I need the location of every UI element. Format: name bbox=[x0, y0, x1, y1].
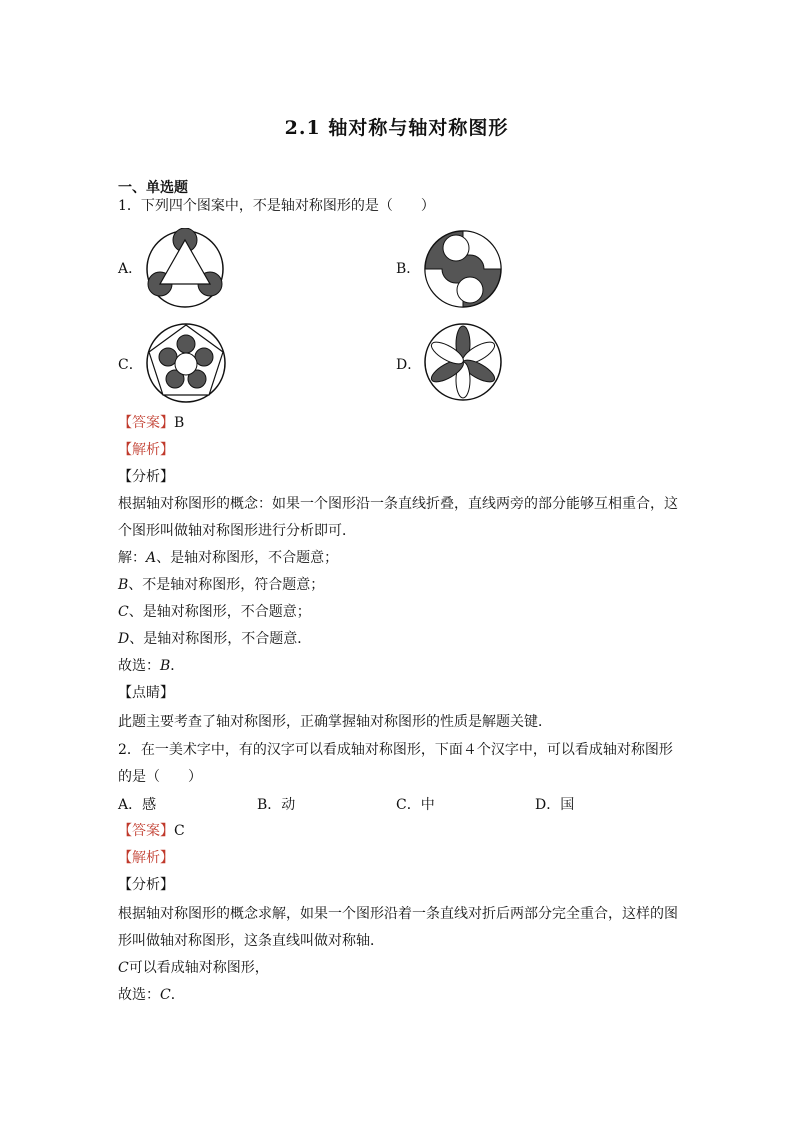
solution-text-c: 、是轴对称图形，不合题意； bbox=[128, 604, 311, 620]
figure-c-pentagon-star bbox=[144, 321, 228, 405]
solution-line-d bbox=[118, 629, 311, 649]
fenxi-2-text-line1: 根据轴对称图形的概念求解，如果一个图形沿着一条直线对折后两部分完全重合，这样的图 bbox=[118, 906, 678, 922]
page-title: 2.1 轴对称与轴对称图形 bbox=[284, 117, 509, 139]
dianjing-text: 此题主要考查了轴对称图形，正确掌握轴对称图形的性质是解题关键． bbox=[118, 714, 552, 730]
option-d-label: D． bbox=[396, 357, 422, 373]
option-b-label: B． bbox=[396, 261, 421, 277]
solution-prefix: 解： bbox=[118, 550, 146, 566]
choose-2-prefix: 故选： bbox=[118, 987, 160, 1003]
choose-2-end: ． bbox=[170, 987, 185, 1003]
solution-letter-d: D bbox=[118, 631, 130, 647]
fenxi-text-line1: 根据轴对称图形的概念：如果一个图形沿一条直线折叠，直线两旁的部分能够互相重合，这 bbox=[118, 496, 678, 512]
fenxi-text-line2: 个图形叫做轴对称图形进行分析即可． bbox=[118, 523, 356, 539]
solution-letter-a: A bbox=[146, 550, 157, 566]
answer-2 bbox=[118, 821, 185, 841]
answer-1 bbox=[118, 413, 184, 433]
figure-b-rotational-circle bbox=[422, 228, 504, 310]
answer-2-tag: 【答案】 bbox=[118, 823, 174, 839]
figure-d-flower bbox=[422, 321, 504, 403]
answer-tag: 【答案】 bbox=[118, 415, 174, 431]
choose-line-1 bbox=[118, 656, 184, 676]
option-c-label: C． bbox=[118, 357, 143, 373]
figure-a-triangle-circle bbox=[144, 228, 226, 310]
fenxi-tag: 【分析】 bbox=[118, 469, 174, 485]
fenxi-2-text-line2: 形叫做轴对称图形，这条直线叫做对称轴． bbox=[118, 933, 384, 949]
solution-letter-b: B bbox=[118, 577, 129, 593]
solution-2-text: 可以看成轴对称图形， bbox=[128, 960, 269, 976]
solution-line-c bbox=[118, 602, 311, 622]
question-2-stem-line2: 的是（ ） bbox=[118, 769, 202, 785]
solution-line-a bbox=[118, 548, 338, 568]
solution-2-line bbox=[118, 958, 269, 978]
solution-text-a: 、是轴对称图形，不合题意； bbox=[156, 550, 339, 566]
choose-line-2 bbox=[118, 985, 185, 1005]
question-1-stem: 1．下列四个图案中，不是轴对称图形的是（ ） bbox=[118, 198, 435, 214]
solution-line-b bbox=[118, 575, 324, 595]
choose-prefix: 故选： bbox=[118, 658, 160, 674]
solution-text-d: 、是轴对称图形，不合题意． bbox=[129, 631, 312, 647]
q2-option-b: B．动 bbox=[257, 797, 296, 813]
q2-option-a: A．感 bbox=[118, 797, 157, 813]
q2-option-c: C．中 bbox=[396, 797, 435, 813]
solution-letter-c: C bbox=[118, 604, 129, 620]
question-2-stem-line1: 2．在一美术字中，有的汉字可以看成轴对称图形，下面４个汉字中，可以看成轴对称图形 bbox=[118, 742, 673, 758]
fenxi-2-tag: 【分析】 bbox=[118, 877, 174, 893]
answer-value: B bbox=[174, 415, 185, 431]
choose-letter: B bbox=[160, 658, 171, 674]
choose-2-letter: C bbox=[160, 987, 171, 1003]
q2-option-d: D．国 bbox=[535, 797, 575, 813]
solution-text-b: 、不是轴对称图形，符合题意； bbox=[128, 577, 325, 593]
choose-end: ． bbox=[170, 658, 185, 674]
section-heading: 一、单选题 bbox=[118, 180, 188, 196]
solution-2-letter: C bbox=[118, 960, 129, 976]
option-a-label: A． bbox=[118, 261, 143, 277]
answer-2-value: C bbox=[174, 823, 185, 839]
dianjing-tag: 【点睛】 bbox=[118, 685, 174, 701]
analysis-tag: 【解析】 bbox=[118, 442, 174, 458]
analysis-2-tag: 【解析】 bbox=[118, 850, 174, 866]
